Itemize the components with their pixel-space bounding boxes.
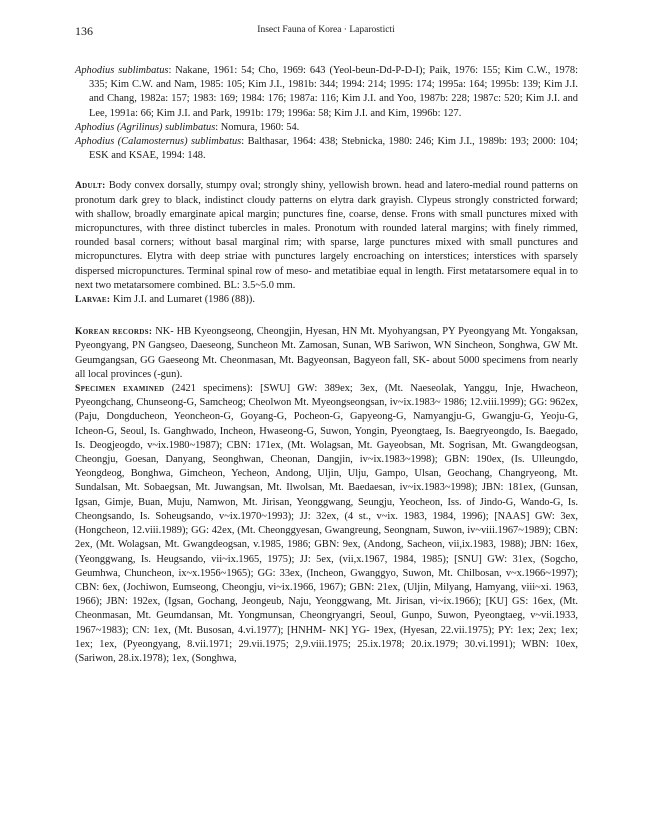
taxon-name: Aphodius sublimbatus [75, 65, 169, 76]
taxon-name: Aphodius (Calamosternus) sublimbatus [75, 136, 242, 148]
section-text: NK- HB Kyeongseong, Cheongjin, Hyesan, HN Mt. Myohyangsan, PY Pyeongyang Mt. Yongaksan, Pyeongyang, PN Gangseo, Daeseong, Suncheon Mt. Zamosan, Sunan, WB Sariwon, WN Sincheon, Songhwa, GW Mt. Geumgangsan, GG Gaeseong Mt. Cheonmasan, Mt. Bagyeonsan, Bagyeon fall, SK- about 5000 specimens from nearly all local provinces (-gun). [75, 326, 578, 380]
larvae-description [75, 293, 578, 307]
citation-text: : Balthasar, 1964: 438; Stebnicka, 1980: 246; Kim J.I., 1989b: 193; 2000: 104; ESK and KSAE, 1994: 148. [89, 136, 578, 162]
adult-description [75, 179, 578, 293]
section-text: Body convex dorsally, stumpy oval; strongly shiny, yellowish brown. head and latero-medial round patterns on pronotum dark grey to black, indistinct cloudy patterns on elytra dark grayish. Clypeus strongly constricted forward; with shallow, broadly emarginate apical margin; punctures fine, coarse, dense. Frons with small punctures mixed with micropunctures, with three distinct tubercles in males. Pronotum with rounded lateral margins; with finely rimmed, rounded basal corners; without basal marginal rim; with sparse, large punctures mixed with small punctures and micropunctures. Elytra with deep striae with punctures largely encroaching on interstices; interstices with sparsely dispersed micropunctures. Terminal spinal row of meso- and metatibiae equal in length. First metatarsomere equal in to next two metatarsomere combined. BL: 3.5~5.0 mm. [75, 180, 578, 291]
synonymy-entry [75, 64, 578, 121]
korean-records [75, 325, 578, 382]
section-text: Kim J.I. and Lumaret (1986 (88)). [112, 294, 255, 306]
page-number: 136 [75, 24, 93, 38]
section-label: Adult: [75, 181, 106, 192]
synonymy-entry [75, 135, 578, 163]
specimen-examined [75, 382, 578, 666]
section-text: (2421 specimens): [SWU] GW: 389ex; 3ex, (Mt. Naeseolak, Yanggu, Inje, Hwacheon, Pyeongchang, Chunseong-G, Samcheog; Cheolwon Mt. Myeongseongsan, iv~ix.1983~ 1986; 12.viii.1999); GG: 962ex, (Paju, Dongducheon, Yeoncheon-G, Goyang-G, Pocheon-G, Gapyeong-G, Namyangju-G, Gwangju-G, Yeoju-G, Icheon-G, Seoul, Is. Ganghwado, Incheon, Hwaseong-G, Suwon, Yongin, Pyeongtaeg, Is. Baegryeongdo, Is. Baegado, Is. Deogjeogdo, v~ix.1980~1987); CBN: 171ex, (Mt. Wolagsan, Mt. Gayeobsan, Mt. Sogrisan, Mt. Gwangdeogsan, Cheongju, Goesan, Danyang, Seonghwan, Cheonan, Dangjin, iv~ix.1983~1998); GBN: 190ex, (Is. Ulleungdo, Yeongdeog, Bonghwa, Gimcheon, Yecheon, Andong, Uljin, Ulju, Gampo, Ulsan, Geochang, Changryeong, Mt. Sundalsan, Mt. Sobaegsan, Mt. Juwangsan, Mt. Ilwolsan, Mt. Baedaesan, iv~ix.1983~1998); JBN: 181ex, (Gunsan, Igsan, Gimje, Buan, Muju, Namwon, Mt. Jirisan, Yeonggwang, Seungju, Yeocheon, Iss. of Jindo-G, Wando-G, Is. Cheongsando, Is. Soheugsando, v~ix.1970~1993); JJ: 32ex, (4 st., v~ix. 1983, 1984, 1996); [NAAS] GW: 3ex, (Hongcheon, 12.viii.1989); GG: 42ex, (Mt. Cheonggyesan, Gwangreung, Seongnam, Suwon, iv~viii.1967~1989); CBN: 2ex, (Mt. Wolagsan, Mt. Gwangdeogsan, v.1985, 1986; GBN: 9ex, (Andong, Sacheon, vii,ix.1983, 1988); JBN: 16ex, (Yeonggwang, Is. Heugsando, vii~ix.1965, 1975); JJ: 5ex, (vii,x.1967, 1984, 1985); [SNU] GW: 31ex, (Sogcho, Geumhwa, Chuncheon, ix~x.1956~1965); GG: 33ex, (Incheon, Gwanggyo, Suwon, Mt. Chilbosan, v~x.1966~1997); CBN: 6ex, (Jochiwon, Eumseong, Cheongju, vi~ix.1966, 1967); GBN: 21ex, (Uljin, Milyang, Hamyang, viii~xi. 1963, 1966); JBN: 192ex, (Igsan, Gochang, Jeongeub, Naju, Yeonggwang, Mt. Jirisan, vi~ix.1966); [KU] GS: 16ex, (Mt. Cheonmasan, Mt. Geumdansan, Mt. Yongmunsan, Cheongryangri, Seoul, Gunpo, Suwon, Pyeongtaeg, v~vii.1933, 1967~1983); CN: 1ex, (Mt. Busosan, 4.vi.1977); [HNHM- NK] YG- 19ex, (Hyesan, 22.vii.1975); PY: 1ex; 2ex; 1ex; 1ex; 1ex, (Pyeongyang, 8.vii.1971; 29.vii.1975; 2,9.viii.1975; 25.ix.1978; 20.ix.1979; 30.vi.1991); WBN: 10ex, (Sariwon, 28.ix.1978); 1ex, (Songhwa, [75, 383, 578, 664]
section-label: Larvae: [75, 295, 111, 306]
running-title: Insect Fauna of Korea · Laparosticti [257, 25, 395, 35]
synonymy-list [75, 64, 578, 163]
section-label: Korean records: [75, 327, 153, 338]
taxon-name: Aphodius (Agrilinus) sublimbatus [75, 121, 216, 133]
page-header [75, 24, 577, 38]
synonymy-entry [75, 121, 578, 135]
page-body [75, 64, 578, 666]
section-label: Specimen examined [75, 384, 165, 395]
citation-text: : Nakane, 1961: 54; Cho, 1969: 643 (Yeol-beun-Dd-P-D-I); Paik, 1976: 155; Kim C.W., 1978: 335; Kim C.W. and Nam, 1985: 105; Kim J.I., 1981b: 344; 1994: 214; 1995: 174; 1995a: 164; 1995b: 139; Kim J.I. and Chang, 1982a: 157; 1983: 169; 1984: 176; 1987a: 116; Kim J.I. and Yoo, 1987b: 228; 1987c: 520; Kim J.I. and Lee, 1991a: 66; Kim J.I. and Park, 1991b: 179; 1996a: 58; Kim J.I. and Kim, 1996b: 127. [89, 65, 578, 119]
citation-text: : Nomura, 1960: 54. [215, 121, 300, 133]
